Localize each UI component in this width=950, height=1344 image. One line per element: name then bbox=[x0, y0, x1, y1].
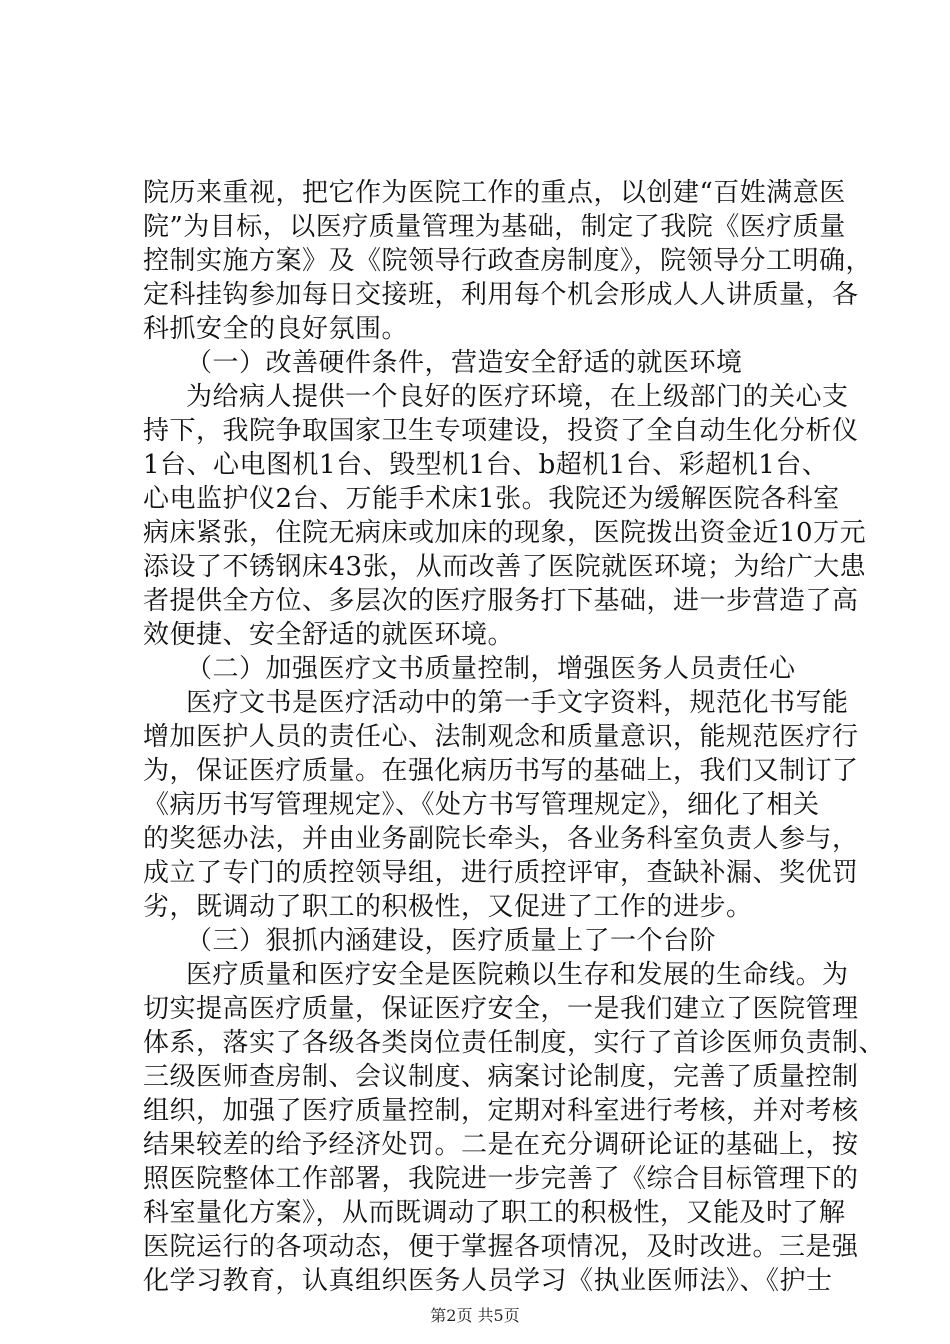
text-line: 《病历书写管理规定》、《处方书写管理规定》，细化了相关 bbox=[143, 790, 820, 820]
text-line: 效便捷、安全舒适的就医环境。 bbox=[143, 620, 515, 650]
text-line: 者提供全方位、多层次的医疗服务打下基础，进一步营造了高 bbox=[143, 586, 859, 616]
text-line: 组织，加强了医疗质量控制，定期对科室进行考核，并对考核 bbox=[143, 1096, 859, 1126]
text-line: 体系，落实了各级各类岗位责任制度，实行了首诊医师负责制、 bbox=[143, 1028, 886, 1058]
text-line: 三级医师查房制、会议制度、病案讨论制度，完善了质量控制 bbox=[143, 1062, 859, 1092]
text-line: 为给病人提供一个良好的医疗环境，在上级部门的关心支 bbox=[186, 382, 849, 412]
text-line: 为，保证医疗质量。在强化病历书写的基础上，我们又制订了 bbox=[143, 756, 859, 786]
text-line: 医疗质量和医疗安全是医院赖以生存和发展的生命线。为 bbox=[186, 960, 849, 990]
text-line: 科抓安全的良好氛围。 bbox=[143, 314, 409, 344]
text-line: 科室量化方案》，从而既调动了职工的积极性，又能及时了解 bbox=[143, 1198, 846, 1228]
text-line: 添设了不锈钢床43张，从而改善了医院就医环境；为给广大患 bbox=[143, 552, 867, 582]
text-line: 照医院整体工作部署，我院进一步完善了《综合目标管理下的 bbox=[143, 1164, 859, 1194]
text-line: 病床紧张，住院无病床或加床的现象，医院拨出资金近10万元 bbox=[143, 518, 867, 548]
text-line: 院历来重视，把它作为医院工作的重点，以创建“百姓满意医 bbox=[143, 178, 846, 208]
section-heading-3: （三）狠抓内涵建设，医疗质量上了一个台阶 bbox=[186, 926, 717, 956]
text-line: 持下，我院争取国家卫生专项建设，投资了全自动生化分析仪 bbox=[143, 416, 859, 446]
text-line: 劣，既调动了职工的积极性，又促进了工作的进步。 bbox=[143, 892, 753, 922]
text-line: 的奖惩办法，并由业务副院长牵头，各业务科室负责人参与， bbox=[143, 824, 859, 854]
text-line: 增加医护人员的责任心、法制观念和质量意识，能规范医疗行 bbox=[143, 722, 859, 752]
text-line: 心电监护仪2台、万能手术床1张。我院还为缓解医院各科室 bbox=[143, 484, 840, 514]
section-heading-2: （二）加强医疗文书质量控制，增强医务人员责任心 bbox=[186, 654, 796, 684]
text-line: 结果较差的给予经济处罚。二是在充分调研论证的基础上，按 bbox=[143, 1130, 859, 1160]
text-line: 定科挂钩参加每日交接班，利用每个机会形成人人讲质量，各 bbox=[143, 280, 859, 310]
text-line: 医疗文书是医疗活动中的第一手文字资料，规范化书写能 bbox=[186, 688, 849, 718]
text-line: 医院运行的各项动态，便于掌握各项情况，及时改进。三是强 bbox=[143, 1232, 859, 1262]
text-line: 控制实施方案》及《院领导行政查房制度》，院领导分工明确， bbox=[143, 246, 873, 276]
section-heading-1: （一）改善硬件条件，营造安全舒适的就医环境 bbox=[186, 348, 743, 378]
page-number: 第2页 共5页 bbox=[430, 1306, 520, 1325]
text-line: 1台、心电图机1台、毁型机1台、b超机1台、彩超机1台、 bbox=[143, 450, 829, 480]
text-line: 院”为目标，以医疗质量管理为基础，制定了我院《医疗质量 bbox=[143, 212, 846, 242]
text-line: 切实提高医疗质量，保证医疗安全，一是我们建立了医院管理 bbox=[143, 994, 859, 1024]
text-line: 化学习教育，认真组织医务人员学习《执业医师法》、《护士 bbox=[143, 1266, 833, 1296]
text-line: 成立了专门的质控领导组，进行质控评审，查缺补漏、奖优罚 bbox=[143, 858, 859, 888]
